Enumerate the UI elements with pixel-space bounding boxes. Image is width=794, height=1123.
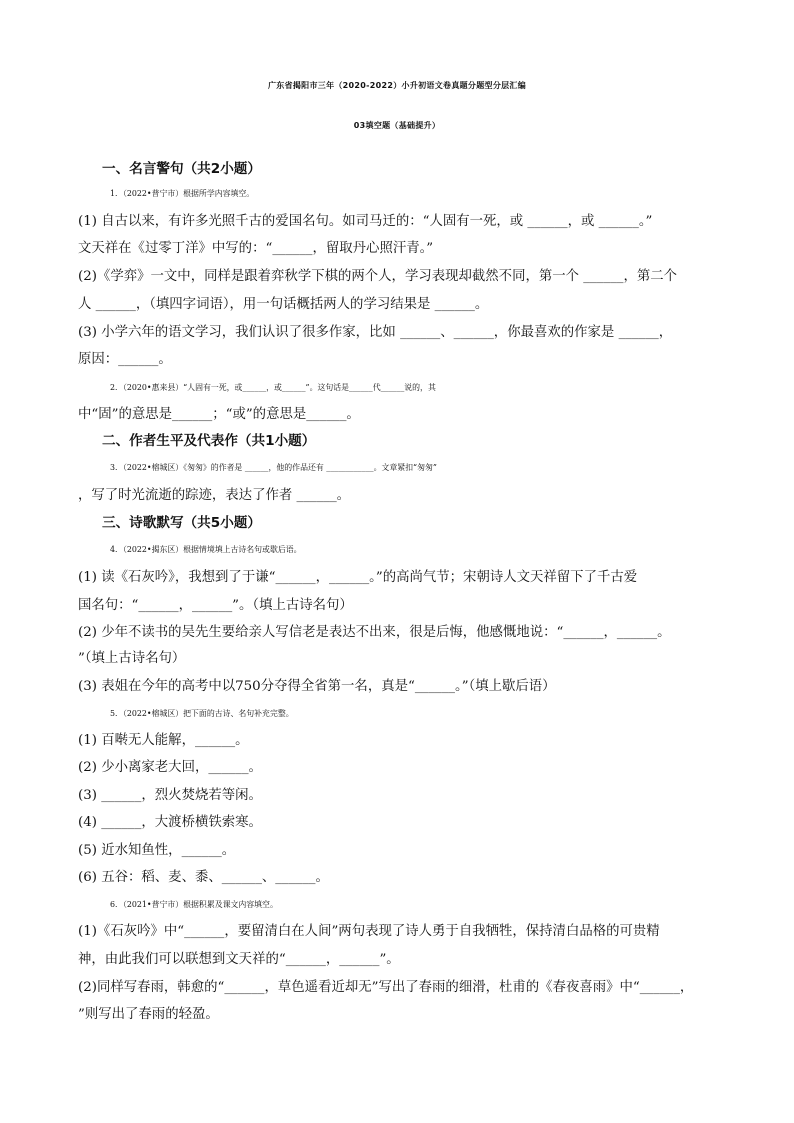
question-line: ”则写出了春雨的轻盈。 — [78, 1007, 219, 1022]
question-line: (3) 表姐在今年的高考中以750分夺得全省第一名，真是“______。”（填上歇后语） — [78, 679, 556, 694]
question-line: ”（填上古诗名句） — [78, 651, 186, 666]
question-stem: 3．（2022•榕城区）《匆匆》的作者是 ______，他的作品还有 ____________。文章紧扣“匆匆” — [110, 463, 437, 472]
question-line: (1)《石灰吟》中“______，要留清白在人间”两句表现了诗人勇于自我牺牲，保持清白品格的可贵精 — [78, 924, 660, 939]
question-stem: 1．（2022•普宁市）根据所学内容填空。 — [110, 189, 255, 198]
section-heading: 一、名言警句（共2小题） — [102, 161, 261, 177]
question-line: (2) 少年不读书的吴先生要给亲人写信老是表达不出来，很是后悔，他感慨地说：“______，______。 — [78, 625, 671, 640]
document-title: 广东省揭阳市三年（2020-2022）小升初语文卷真题分题型分层汇编 — [267, 81, 527, 90]
question-stem: 5．（2022•榕城区）把下面的古诗、名句补充完整。 — [110, 709, 294, 718]
section-heading: 三、诗歌默写（共5小题） — [102, 515, 261, 531]
question-line: (6) 五谷：稻、麦、黍、______、______。 — [78, 870, 329, 885]
question-line: (3) ______，烈火焚烧若等闲。 — [78, 788, 262, 803]
question-line: 神，由此我们可以联想到文天祥的“______，______”。 — [78, 952, 400, 967]
question-stem: 6．（2021•普宁市）根据积累及课文内容填空。 — [110, 900, 278, 909]
question-line: (2) 少小离家老大回，______。 — [78, 760, 262, 775]
question-stem: 4．（2022•揭东区）根据情境填上古诗名句或歇后语。 — [110, 545, 302, 554]
question-line: (1) 百啭无人能解，______。 — [78, 733, 249, 748]
question-line: 文天祥在《过零丁洋》中写的：“______，留取丹心照汗青。” — [78, 241, 434, 256]
section-heading: 二、作者生平及代表作（共1小题） — [102, 433, 316, 449]
question-line: 国名句：“______，______”。（填上古诗名句） — [78, 598, 353, 613]
question-line: (2)《学弈》一文中，同样是跟着弈秋学下棋的两个人，学习表现却截然不同，第一个 ______，第二个 — [78, 269, 678, 284]
question-line: ，写了时光流逝的踪迹，表达了作者 ______。 — [78, 488, 351, 503]
question-line: (2)同样写春雨，韩愈的“______，草色遥看近却无”写出了春雨的细滑，杜甫的《春夜喜雨》中“______， — [78, 980, 694, 995]
question-line: (1) 读《石灰吟》，我想到了于谦“______，______。”的高尚气节；宋朝诗人文天祥留下了千古爱 — [78, 570, 638, 585]
question-line: 原因：______。 — [78, 352, 172, 367]
question-line: (3) 小学六年的语文学习，我们认识了很多作家，比如 ______、______，你最喜欢的作家是 ______， — [78, 325, 673, 340]
question-line: (4) ______，大渡桥横铁索寒。 — [78, 815, 262, 830]
question-stem: 2．（2020•惠来县）“人固有一死，或______，或______”。这句话是______代______说的，其 — [110, 383, 436, 392]
question-line: 人 ______，（填四字词语），用一句话概括两人的学习结果是 ______。 — [78, 297, 489, 312]
question-line: (5) 近水知鱼性，______。 — [78, 843, 236, 858]
question-line: (1) 自古以来，有许多光照千古的爱国名句。如司马迁的：“人固有一死，或 ______，或 ______。” — [78, 214, 653, 229]
question-line: 中“固”的意思是______；“或”的意思是______。 — [78, 407, 360, 422]
document-subtitle: 03填空题（基础提升） — [353, 121, 441, 130]
